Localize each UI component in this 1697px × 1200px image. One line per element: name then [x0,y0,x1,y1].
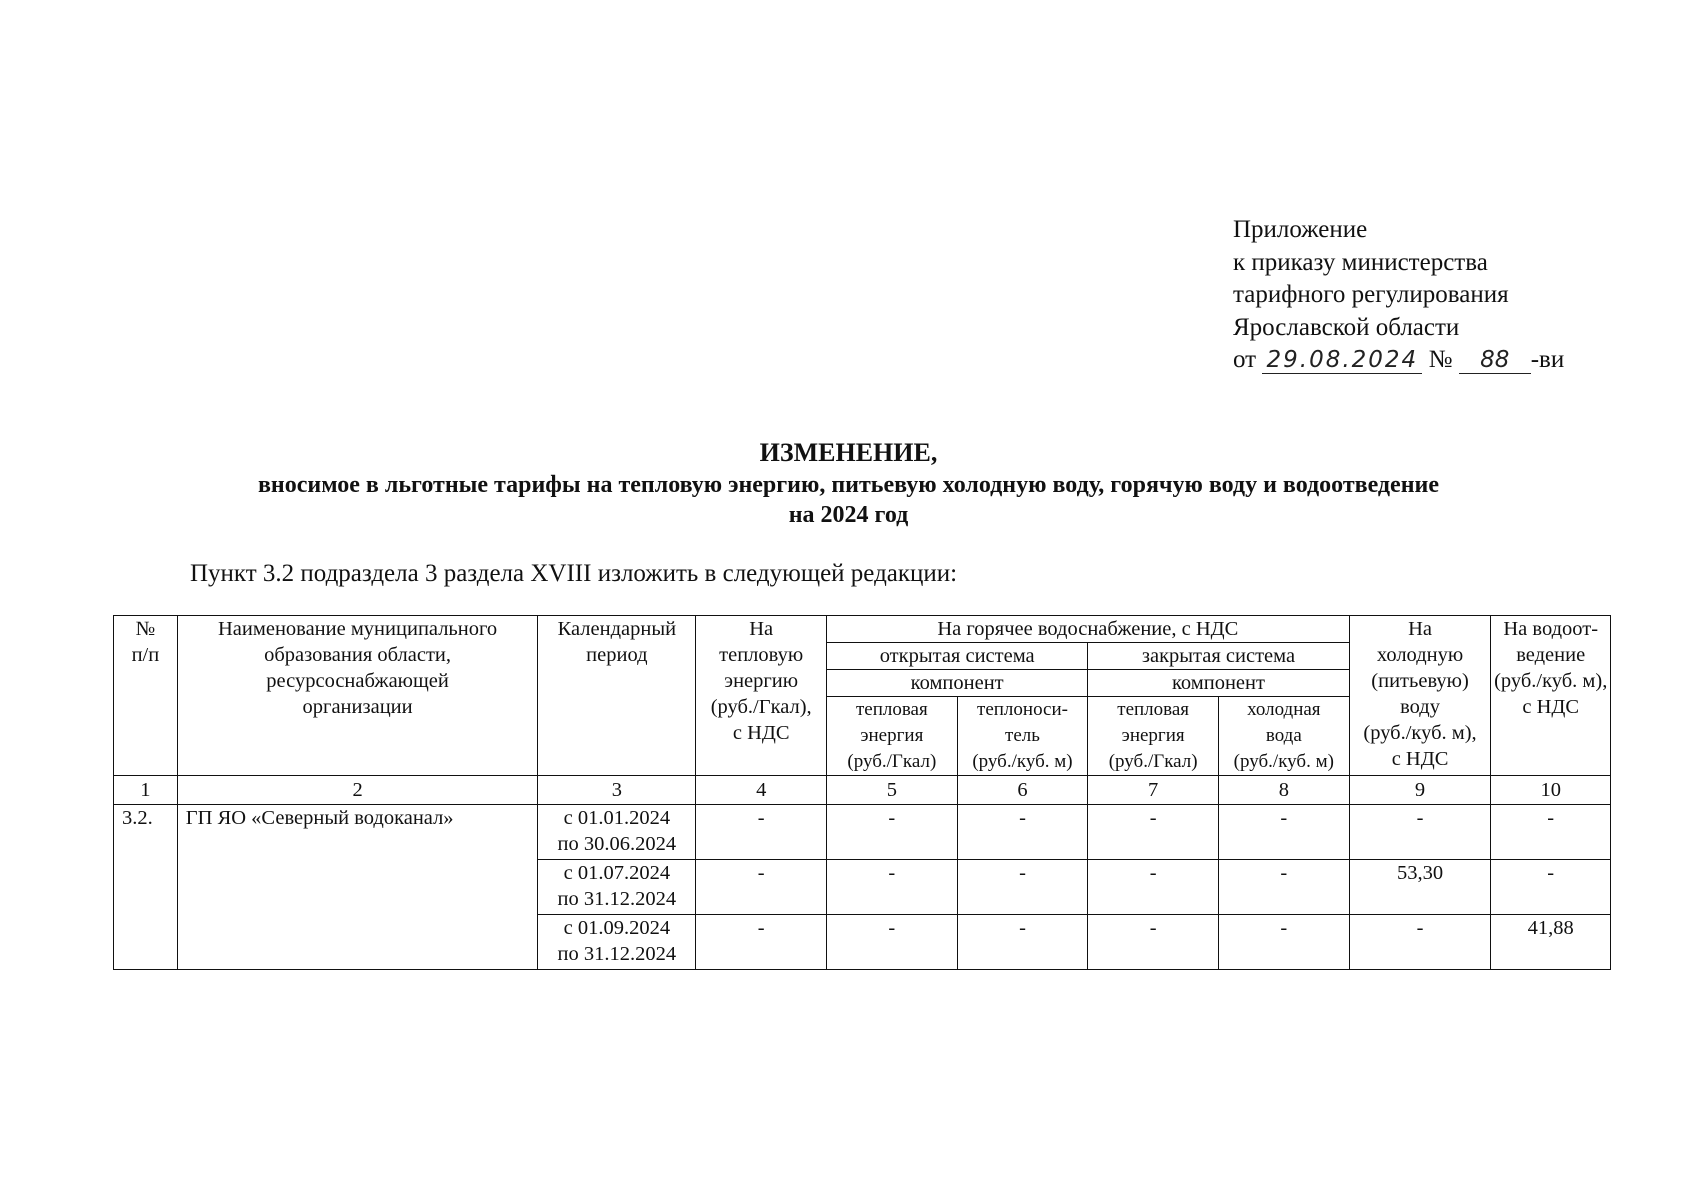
header-row-1 [114,616,1611,643]
row-number: 3.2. [114,805,178,970]
column-index-row [114,776,1611,805]
header-open-heat: тепловая энергия (руб./Гкал) [827,697,958,776]
value-cell: - [696,915,827,970]
appendix-line: к приказу министерства [1233,248,1488,276]
header-period: Календарный период [538,616,696,776]
handwritten-date: 29.08.2024 [1262,347,1422,374]
column-index: 4 [696,776,827,805]
header-name: Наименование муниципального образования области, ресурсоснабжающей организации [177,616,538,776]
value-cell: - [1491,860,1611,915]
appendix-line: Ярославской области [1233,313,1460,341]
value-cell: - [827,860,958,915]
value-cell: - [1491,805,1611,860]
header-sewer: На водоот- ведение (руб./куб. м), с НДС [1491,616,1611,776]
column-index: 1 [114,776,178,805]
header-closed-system: закрытая система [1088,643,1349,670]
column-index: 2 [177,776,538,805]
header-open-system: открытая система [827,643,1088,670]
order-reference [1233,344,1564,377]
value-cell: - [957,915,1088,970]
value-cell: - [1218,805,1349,860]
value-cell: - [1218,860,1349,915]
period-cell: с 01.07.2024 по 31.12.2024 [538,860,696,915]
from-prefix: от [1233,346,1257,373]
value-cell: - [1088,805,1219,860]
intro-paragraph: Пункт 3.2 подраздела 3 раздела XVIII изложить в следующей редакции: [190,560,958,587]
value-cell: 41,88 [1491,915,1611,970]
organization-name: ГП ЯО «Северный водоканал» [177,805,538,970]
period-cell: с 01.01.2024 по 30.06.2024 [538,805,696,860]
appendix-line: Приложение [1233,216,1368,243]
value-cell: - [1088,915,1219,970]
header-cold-water: На холодную (питьевую) воду (руб./куб. м), с НДС [1349,616,1491,776]
document-subtitle: вносимое в льготные тарифы на тепловую энергию, питьевую холодную воду, горячую воду и водоотведение [257,472,1440,498]
number-sign: № [1428,346,1453,373]
column-index: 5 [827,776,958,805]
value-cell: - [827,915,958,970]
value-cell: - [1349,915,1491,970]
header-heat: На тепловую энергию (руб./Гкал), с НДС [696,616,827,776]
header-open-carrier: теплоноси- тель (руб./куб. м) [957,697,1088,776]
header-component-open: компонент [827,670,1088,697]
column-index: 7 [1088,776,1219,805]
value-cell: - [827,805,958,860]
header-component-closed: компонент [1088,670,1349,697]
value-cell: - [957,860,1088,915]
table-row [114,805,1611,860]
column-index: 9 [1349,776,1491,805]
appendix-line: тарифного регулирования [1233,281,1509,308]
header-hot-water: На горячее водоснабжение, с НДС [827,616,1350,643]
value-cell: - [1088,860,1219,915]
period-cell: с 01.09.2024 по 31.12.2024 [538,915,696,970]
tariff-table [113,615,1611,970]
column-index: 6 [957,776,1088,805]
column-index: 10 [1491,776,1611,805]
column-index: 3 [538,776,696,805]
value-cell: - [696,805,827,860]
value-cell: - [957,805,1088,860]
header-closed-heat: тепловая энергия (руб./Гкал) [1088,697,1219,776]
document-year: на 2024 год [788,502,909,528]
header-closed-cold: холодная вода (руб./куб. м) [1218,697,1349,776]
value-cell: - [1218,915,1349,970]
appendix-block [1233,214,1564,377]
value-cell: 53,30 [1349,860,1491,915]
column-index: 8 [1218,776,1349,805]
value-cell: - [696,860,827,915]
header-num: № п/п [114,616,178,776]
handwritten-number: 88 [1459,347,1531,374]
number-suffix: -ви [1530,346,1565,373]
document-title: ИЗМЕНЕНИЕ, [759,438,938,467]
value-cell: - [1349,805,1491,860]
